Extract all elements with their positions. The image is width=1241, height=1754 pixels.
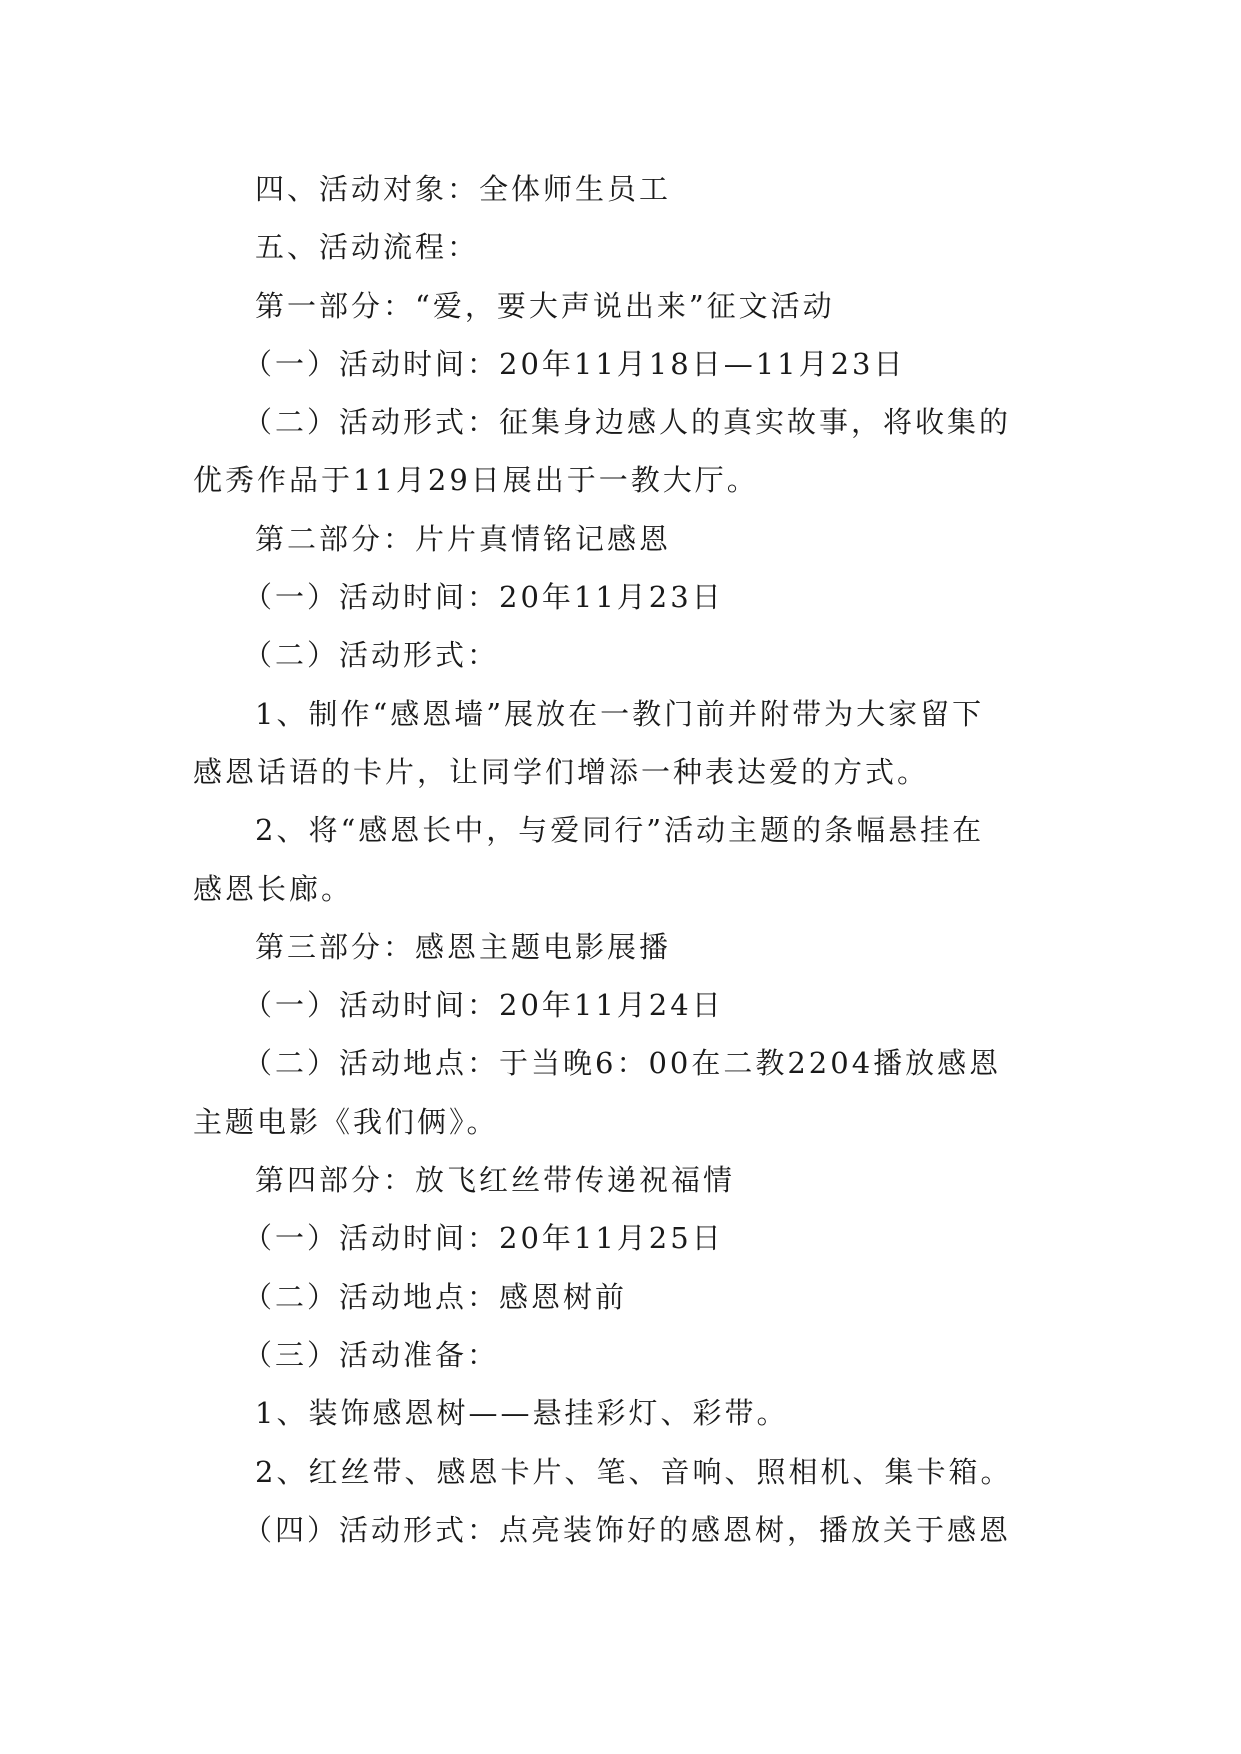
section-heading-part-four: 第四部分：放飞红丝带传递祝福情 <box>255 1163 736 1198</box>
section-heading-part-two: 第二部分：片片真情铭记感恩 <box>255 521 672 556</box>
paragraph-part-four-location: （二）活动地点：感恩树前 <box>243 1279 628 1314</box>
list-item-gratitude-wall-cont: 感恩话语的卡片，让同学们增添一种表达爱的方式。 <box>193 754 930 789</box>
list-item-banner-cont: 感恩长廊。 <box>193 871 354 906</box>
section-heading-part-three: 第三部分：感恩主题电影展播 <box>255 929 672 964</box>
paragraph-part-two-time: （一）活动时间：20年11月23日 <box>243 580 724 615</box>
list-item-decorate-tree: 1、装饰感恩树——悬挂彩灯、彩带。 <box>255 1396 789 1431</box>
section-heading-part-one: 第一部分：“爱，要大声说出来”征文活动 <box>255 288 835 323</box>
list-item-supplies: 2、红丝带、感恩卡片、笔、音响、照相机、集卡箱。 <box>255 1454 1013 1489</box>
paragraph-part-three-location: （二）活动地点：于当晚6：00在二教2204播放感恩 <box>243 1046 1002 1081</box>
paragraph-part-four-form: （四）活动形式：点亮装饰好的感恩树，播放关于感恩 <box>243 1512 1012 1547</box>
list-item-gratitude-wall: 1、制作“感恩墙”展放在一教门前并附带为大家留下 <box>255 696 985 731</box>
document-body <box>193 160 1053 1559</box>
paragraph-part-four-time: （一）活动时间：20年11月25日 <box>243 1221 724 1256</box>
paragraph-part-three-time: （一）活动时间：20年11月24日 <box>243 988 724 1023</box>
paragraph-part-two-form: （二）活动形式： <box>243 638 500 673</box>
paragraph-activity-target: 四、活动对象：全体师生员工 <box>255 172 672 206</box>
paragraph-part-one-time: （一）活动时间：20年11月18日—11月23日 <box>243 346 906 381</box>
paragraph-part-one-form-cont: 优秀作品于11月29日展出于一教大厅。 <box>193 463 759 498</box>
list-item-banner: 2、将“感恩长中，与爱同行”活动主题的条幅悬挂在 <box>255 813 985 848</box>
paragraph-part-four-preparation: （三）活动准备： <box>243 1337 500 1372</box>
paragraph-part-three-location-cont: 主题电影《我们俩》。 <box>193 1104 499 1139</box>
paragraph-part-one-form: （二）活动形式：征集身边感人的真实故事，将收集的 <box>243 405 1012 440</box>
paragraph-activity-process: 五、活动流程： <box>255 230 480 265</box>
